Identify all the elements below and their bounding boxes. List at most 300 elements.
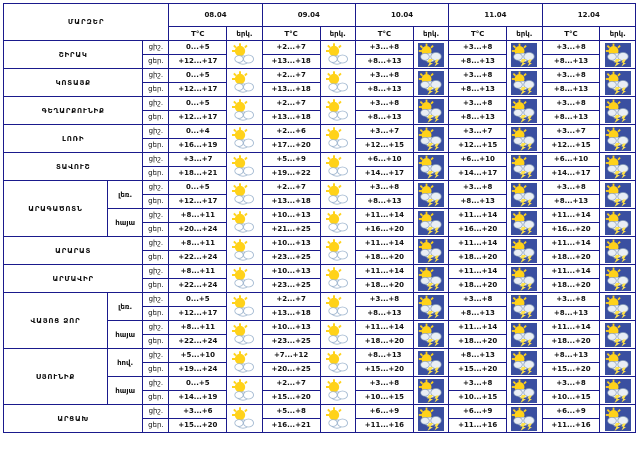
- sun-cloud-lightning-icon: [605, 71, 631, 95]
- temperature-cell: +11...+14: [542, 209, 600, 223]
- temperature-cell: +18...+20: [449, 251, 507, 265]
- sun-cloud-lightning-icon: [605, 99, 631, 123]
- daynight-label: ցեր.: [143, 83, 169, 97]
- temperature-cell: +23...+25: [262, 335, 320, 349]
- sun-cloud-lightning-icon: [511, 295, 537, 319]
- daynight-label: ցեր.: [143, 279, 169, 293]
- sun-cloud-icon: [325, 239, 351, 263]
- temperature-cell: +8...+13: [449, 55, 507, 69]
- temperature-cell: +6...+9: [449, 405, 507, 419]
- temperature-cell: +3...+8: [449, 97, 507, 111]
- sky-condition-cell: [507, 349, 542, 377]
- daynight-label: ցիշ.: [143, 69, 169, 83]
- sky-condition-cell: [600, 265, 636, 293]
- sun-cloud-lightning-icon: [511, 379, 537, 403]
- temperature-cell: +21...+25: [262, 223, 320, 237]
- region-subzone-label: հայա: [107, 377, 142, 405]
- temperature-cell: +22...+24: [169, 335, 227, 349]
- temperature-cell: +3...+8: [542, 41, 600, 55]
- sky-condition-cell: [320, 41, 355, 69]
- temperature-cell: +11...+14: [542, 237, 600, 251]
- temperature-cell: +16...+19: [169, 139, 227, 153]
- sun-cloud-lightning-icon: [511, 211, 537, 235]
- sun-cloud-lightning-icon: [511, 267, 537, 291]
- temperature-cell: +10...+13: [262, 237, 320, 251]
- temperature-cell: 0...+5: [169, 377, 227, 391]
- sun-cloud-lightning-icon: [418, 127, 444, 151]
- temperature-cell: +6...+9: [355, 405, 413, 419]
- header-date-2: 10.04: [355, 4, 448, 27]
- sun-cloud-icon: [325, 183, 351, 207]
- temperature-cell: +14...+17: [355, 167, 413, 181]
- table-row: [4, 349, 636, 363]
- temperature-cell: +10...+15: [542, 391, 600, 405]
- sun-cloud-lightning-icon: [418, 323, 444, 347]
- header-sky-1: երկ.: [320, 27, 355, 41]
- temperature-cell: +2...+7: [262, 181, 320, 195]
- daynight-label: ցեր.: [143, 111, 169, 125]
- temperature-cell: +8...+11: [169, 237, 227, 251]
- temperature-cell: +14...+19: [169, 391, 227, 405]
- table-row: [4, 153, 636, 167]
- daynight-label: ցեր.: [143, 251, 169, 265]
- sky-condition-cell: [320, 377, 355, 405]
- table-row: [4, 293, 636, 307]
- sun-cloud-icon: [325, 155, 351, 179]
- header-sky-0: երկ.: [227, 27, 262, 41]
- region-label: ՇԻՐԱԿ: [4, 41, 143, 69]
- sun-cloud-lightning-icon: [605, 295, 631, 319]
- temperature-cell: +15...+20: [449, 363, 507, 377]
- sky-condition-cell: [413, 181, 448, 209]
- sun-cloud-lightning-icon: [511, 407, 537, 431]
- temperature-cell: 0...+5: [169, 181, 227, 195]
- sun-cloud-icon: [231, 379, 257, 403]
- temperature-cell: +2...+7: [262, 41, 320, 55]
- sun-cloud-lightning-icon: [511, 71, 537, 95]
- temperature-cell: +10...+13: [262, 265, 320, 279]
- sun-cloud-lightning-icon: [418, 211, 444, 235]
- sun-cloud-icon: [231, 99, 257, 123]
- header-date-0: 08.04: [169, 4, 262, 27]
- temperature-cell: +2...+7: [262, 293, 320, 307]
- temperature-cell: +3...+8: [542, 69, 600, 83]
- header-date-3: 11.04: [449, 4, 542, 27]
- sky-condition-cell: [227, 153, 262, 181]
- temperature-cell: +8...+13: [449, 83, 507, 97]
- temperature-cell: +16...+20: [542, 223, 600, 237]
- daynight-label: ցիշ.: [143, 293, 169, 307]
- temperature-cell: +11...+14: [355, 209, 413, 223]
- table-header: [4, 4, 636, 41]
- sky-condition-cell: [507, 181, 542, 209]
- temperature-cell: +7...+12: [262, 349, 320, 363]
- table-row: [4, 181, 636, 195]
- region-label: ԼՈՌԻ: [4, 125, 143, 153]
- sky-condition-cell: [413, 209, 448, 237]
- sky-condition-cell: [227, 349, 262, 377]
- temperature-cell: +3...+8: [542, 293, 600, 307]
- temperature-cell: +3...+8: [449, 293, 507, 307]
- sky-condition-cell: [413, 405, 448, 433]
- sun-cloud-lightning-icon: [605, 127, 631, 151]
- sky-condition-cell: [507, 41, 542, 69]
- temperature-cell: +16...+21: [262, 419, 320, 433]
- temperature-cell: +8...+13: [449, 307, 507, 321]
- temperature-cell: +8...+13: [542, 349, 600, 363]
- region-subzone-label: հայա: [107, 209, 142, 237]
- sun-cloud-icon: [231, 267, 257, 291]
- sun-cloud-lightning-icon: [511, 323, 537, 347]
- header-temp-0: T°C: [169, 27, 227, 41]
- sun-cloud-icon: [325, 323, 351, 347]
- temperature-cell: +11...+14: [449, 265, 507, 279]
- temperature-cell: +16...+20: [355, 223, 413, 237]
- temperature-cell: +11...+14: [355, 237, 413, 251]
- sun-cloud-lightning-icon: [511, 127, 537, 151]
- temperature-cell: +18...+21: [169, 167, 227, 181]
- sun-cloud-icon: [231, 43, 257, 67]
- temperature-cell: +8...+13: [355, 55, 413, 69]
- temperature-cell: +10...+13: [262, 321, 320, 335]
- temperature-cell: +10...+13: [262, 209, 320, 223]
- temperature-cell: +12...+17: [169, 83, 227, 97]
- temperature-cell: +18...+20: [355, 279, 413, 293]
- temperature-cell: +18...+20: [355, 335, 413, 349]
- temperature-cell: +8...+13: [355, 349, 413, 363]
- daynight-label: ցիշ.: [143, 181, 169, 195]
- temperature-cell: +3...+8: [355, 97, 413, 111]
- sky-condition-cell: [413, 349, 448, 377]
- sun-cloud-lightning-icon: [605, 407, 631, 431]
- sky-condition-cell: [413, 97, 448, 125]
- temperature-cell: +8...+11: [169, 321, 227, 335]
- sky-condition-cell: [600, 321, 636, 349]
- temperature-cell: +12...+17: [169, 307, 227, 321]
- temperature-cell: +8...+13: [355, 111, 413, 125]
- daynight-label: ցիշ.: [143, 377, 169, 391]
- temperature-cell: +18...+20: [355, 251, 413, 265]
- sun-cloud-icon: [325, 379, 351, 403]
- region-label: ԱՐՑԱԽ: [4, 405, 143, 433]
- sky-condition-cell: [227, 237, 262, 265]
- sky-condition-cell: [507, 125, 542, 153]
- region-label: ՎԱՅՈՑ ՁՈՐ: [4, 293, 108, 349]
- temperature-cell: +11...+14: [542, 321, 600, 335]
- sky-condition-cell: [320, 181, 355, 209]
- sun-cloud-lightning-icon: [418, 351, 444, 375]
- region-label: ՍՅՈՒՆԻՔ: [4, 349, 108, 405]
- temperature-cell: +11...+14: [542, 265, 600, 279]
- temperature-cell: +3...+8: [542, 181, 600, 195]
- table-row: [4, 405, 636, 419]
- table-row: [4, 69, 636, 83]
- daynight-label: ցիշ.: [143, 153, 169, 167]
- region-label: ԱՐԱԳԱԾՈՏՆ: [4, 181, 108, 237]
- temperature-cell: +20...+25: [262, 363, 320, 377]
- temperature-cell: +8...+13: [542, 111, 600, 125]
- sky-condition-cell: [227, 69, 262, 97]
- sky-condition-cell: [600, 153, 636, 181]
- temperature-cell: +15...+20: [355, 363, 413, 377]
- temperature-cell: 0...+5: [169, 69, 227, 83]
- sun-cloud-icon: [231, 295, 257, 319]
- temperature-cell: +6...+10: [542, 153, 600, 167]
- header-row-dates: [4, 4, 636, 27]
- sun-cloud-lightning-icon: [605, 239, 631, 263]
- sun-cloud-lightning-icon: [418, 155, 444, 179]
- sun-cloud-lightning-icon: [511, 99, 537, 123]
- temperature-cell: +22...+24: [169, 279, 227, 293]
- header-sky-3: երկ.: [507, 27, 542, 41]
- temperature-cell: +13...+18: [262, 195, 320, 209]
- daynight-label: ցիշ.: [143, 265, 169, 279]
- table-row: [4, 125, 636, 139]
- temperature-cell: +15...+20: [169, 419, 227, 433]
- table-row: [4, 41, 636, 55]
- sky-condition-cell: [413, 125, 448, 153]
- daynight-label: ցիշ.: [143, 321, 169, 335]
- sun-cloud-lightning-icon: [418, 295, 444, 319]
- table-row: [4, 97, 636, 111]
- daynight-label: ցեր.: [143, 391, 169, 405]
- daynight-label: ցեր.: [143, 195, 169, 209]
- sky-condition-cell: [320, 125, 355, 153]
- sky-condition-cell: [600, 293, 636, 321]
- temperature-cell: +8...+13: [355, 195, 413, 209]
- header-sky-4: երկ.: [600, 27, 636, 41]
- temperature-cell: +16...+20: [449, 223, 507, 237]
- temperature-cell: +12...+15: [355, 139, 413, 153]
- sun-cloud-icon: [231, 323, 257, 347]
- sky-condition-cell: [413, 69, 448, 97]
- sun-cloud-icon: [325, 351, 351, 375]
- region-subzone-label: լեռ.: [107, 293, 142, 321]
- sun-cloud-icon: [231, 239, 257, 263]
- sky-condition-cell: [320, 405, 355, 433]
- sky-condition-cell: [413, 293, 448, 321]
- temperature-cell: +5...+9: [262, 153, 320, 167]
- sun-cloud-icon: [325, 43, 351, 67]
- temperature-cell: +3...+8: [449, 181, 507, 195]
- temperature-cell: +8...+13: [542, 83, 600, 97]
- region-label: ԱՐԱՐԱՏ: [4, 237, 143, 265]
- sky-condition-cell: [507, 209, 542, 237]
- temperature-cell: +8...+13: [542, 195, 600, 209]
- sun-cloud-lightning-icon: [418, 379, 444, 403]
- sky-condition-cell: [413, 237, 448, 265]
- temperature-cell: +13...+18: [262, 111, 320, 125]
- temperature-cell: +6...+9: [542, 405, 600, 419]
- sun-cloud-icon: [231, 407, 257, 431]
- temperature-cell: +11...+14: [449, 209, 507, 223]
- temperature-cell: +6...+10: [355, 153, 413, 167]
- sky-condition-cell: [320, 265, 355, 293]
- temperature-cell: 0...+5: [169, 293, 227, 307]
- temperature-cell: +11...+14: [449, 321, 507, 335]
- temperature-cell: +12...+15: [542, 139, 600, 153]
- temperature-cell: +15...+20: [262, 391, 320, 405]
- sun-cloud-lightning-icon: [511, 43, 537, 67]
- temperature-cell: +8...+13: [449, 195, 507, 209]
- sun-cloud-lightning-icon: [605, 379, 631, 403]
- temperature-cell: +18...+20: [542, 251, 600, 265]
- temperature-cell: +8...+13: [449, 349, 507, 363]
- sky-condition-cell: [413, 321, 448, 349]
- sun-cloud-lightning-icon: [605, 351, 631, 375]
- daynight-label: ցիշ.: [143, 237, 169, 251]
- sky-condition-cell: [600, 405, 636, 433]
- sun-cloud-lightning-icon: [605, 211, 631, 235]
- temperature-cell: +3...+8: [542, 377, 600, 391]
- sun-cloud-lightning-icon: [511, 351, 537, 375]
- sun-cloud-lightning-icon: [605, 43, 631, 67]
- sky-condition-cell: [600, 349, 636, 377]
- sun-cloud-lightning-icon: [511, 155, 537, 179]
- sun-cloud-icon: [231, 211, 257, 235]
- sky-condition-cell: [413, 153, 448, 181]
- temperature-cell: +12...+15: [449, 139, 507, 153]
- table-row: [4, 237, 636, 251]
- temperature-cell: +2...+7: [262, 97, 320, 111]
- sky-condition-cell: [507, 237, 542, 265]
- temperature-cell: +6...+10: [449, 153, 507, 167]
- temperature-cell: +13...+18: [262, 307, 320, 321]
- temperature-cell: +13...+18: [262, 83, 320, 97]
- daynight-label: ցեր.: [143, 363, 169, 377]
- daynight-label: ցիշ.: [143, 405, 169, 419]
- region-label: ՏԱՎՈՒՇ: [4, 153, 143, 181]
- sky-condition-cell: [320, 69, 355, 97]
- temperature-cell: +2...+7: [262, 377, 320, 391]
- sky-condition-cell: [507, 97, 542, 125]
- temperature-cell: +3...+7: [449, 125, 507, 139]
- temperature-cell: +11...+16: [449, 419, 507, 433]
- temperature-cell: +20...+24: [169, 223, 227, 237]
- temperature-cell: +3...+8: [355, 41, 413, 55]
- temperature-cell: +13...+18: [262, 55, 320, 69]
- temperature-cell: +15...+20: [542, 363, 600, 377]
- temperature-cell: +8...+13: [542, 307, 600, 321]
- temperature-cell: +12...+17: [169, 111, 227, 125]
- temperature-cell: +3...+7: [542, 125, 600, 139]
- header-temp-1: T°C: [262, 27, 320, 41]
- daynight-label: ցեր.: [143, 307, 169, 321]
- temperature-cell: +11...+14: [355, 265, 413, 279]
- sun-cloud-icon: [231, 71, 257, 95]
- temperature-cell: +3...+6: [169, 405, 227, 419]
- region-label: ԱՐՄԱՎԻՐ: [4, 265, 143, 293]
- sky-condition-cell: [227, 97, 262, 125]
- sky-condition-cell: [413, 265, 448, 293]
- sun-cloud-lightning-icon: [418, 71, 444, 95]
- daynight-label: ցիշ.: [143, 125, 169, 139]
- daynight-label: ցեր.: [143, 335, 169, 349]
- temperature-cell: +12...+17: [169, 195, 227, 209]
- table-row: [4, 265, 636, 279]
- temperature-cell: +3...+7: [169, 153, 227, 167]
- temperature-cell: +2...+6: [262, 125, 320, 139]
- daynight-label: ցիշ.: [143, 41, 169, 55]
- temperature-cell: +14...+17: [449, 167, 507, 181]
- temperature-cell: +3...+7: [355, 125, 413, 139]
- header-date-4: 12.04: [542, 4, 635, 27]
- sun-cloud-icon: [231, 127, 257, 151]
- sky-condition-cell: [227, 377, 262, 405]
- temperature-cell: +8...+11: [169, 209, 227, 223]
- sky-condition-cell: [320, 97, 355, 125]
- temperature-cell: +5...+8: [262, 405, 320, 419]
- temperature-cell: +19...+24: [169, 363, 227, 377]
- sky-condition-cell: [320, 321, 355, 349]
- daynight-label: ցեր.: [143, 419, 169, 433]
- region-subzone-label: հով.: [107, 349, 142, 377]
- region-label: ԿՈՏԱՅՔ: [4, 69, 143, 97]
- header-date-1: 09.04: [262, 4, 355, 27]
- temperature-cell: +3...+8: [355, 181, 413, 195]
- temperature-cell: +14...+17: [542, 167, 600, 181]
- sky-condition-cell: [600, 181, 636, 209]
- sun-cloud-lightning-icon: [605, 323, 631, 347]
- temperature-cell: +3...+8: [355, 293, 413, 307]
- temperature-cell: +3...+8: [355, 377, 413, 391]
- sun-cloud-lightning-icon: [418, 43, 444, 67]
- sky-condition-cell: [227, 209, 262, 237]
- header-temp-3: T°C: [449, 27, 507, 41]
- temperature-cell: +11...+16: [355, 419, 413, 433]
- header-sky-2: երկ.: [413, 27, 448, 41]
- temperature-cell: +3...+8: [355, 69, 413, 83]
- sun-cloud-icon: [325, 407, 351, 431]
- sky-condition-cell: [320, 153, 355, 181]
- sky-condition-cell: [320, 237, 355, 265]
- temperature-cell: +11...+14: [449, 237, 507, 251]
- temperature-cell: +10...+15: [449, 391, 507, 405]
- sun-cloud-lightning-icon: [605, 183, 631, 207]
- temperature-cell: +23...+25: [262, 279, 320, 293]
- temperature-cell: +3...+8: [542, 97, 600, 111]
- region-subzone-label: հայա: [107, 321, 142, 349]
- sky-condition-cell: [227, 321, 262, 349]
- temperature-cell: +3...+8: [449, 41, 507, 55]
- temperature-cell: +23...+25: [262, 251, 320, 265]
- sun-cloud-icon: [231, 155, 257, 179]
- region-subzone-label: լեռ.: [107, 181, 142, 209]
- temperature-cell: +17...+20: [262, 139, 320, 153]
- temperature-cell: +8...+13: [542, 55, 600, 69]
- daynight-label: ցեր.: [143, 223, 169, 237]
- sun-cloud-lightning-icon: [418, 183, 444, 207]
- sky-condition-cell: [413, 377, 448, 405]
- header-temp-2: T°C: [355, 27, 413, 41]
- sky-condition-cell: [227, 181, 262, 209]
- temperature-cell: +8...+13: [355, 307, 413, 321]
- sky-condition-cell: [507, 265, 542, 293]
- sun-cloud-icon: [325, 99, 351, 123]
- sky-condition-cell: [507, 153, 542, 181]
- sky-condition-cell: [227, 293, 262, 321]
- sky-condition-cell: [600, 41, 636, 69]
- temperature-cell: +10...+15: [355, 391, 413, 405]
- sun-cloud-lightning-icon: [418, 239, 444, 263]
- sky-condition-cell: [507, 321, 542, 349]
- temperature-cell: +8...+13: [355, 83, 413, 97]
- sky-condition-cell: [227, 41, 262, 69]
- temperature-cell: +19...+22: [262, 167, 320, 181]
- header-regions: ՄԱՐԶԵՐ: [4, 4, 169, 41]
- temperature-cell: +18...+20: [449, 335, 507, 349]
- sun-cloud-icon: [325, 211, 351, 235]
